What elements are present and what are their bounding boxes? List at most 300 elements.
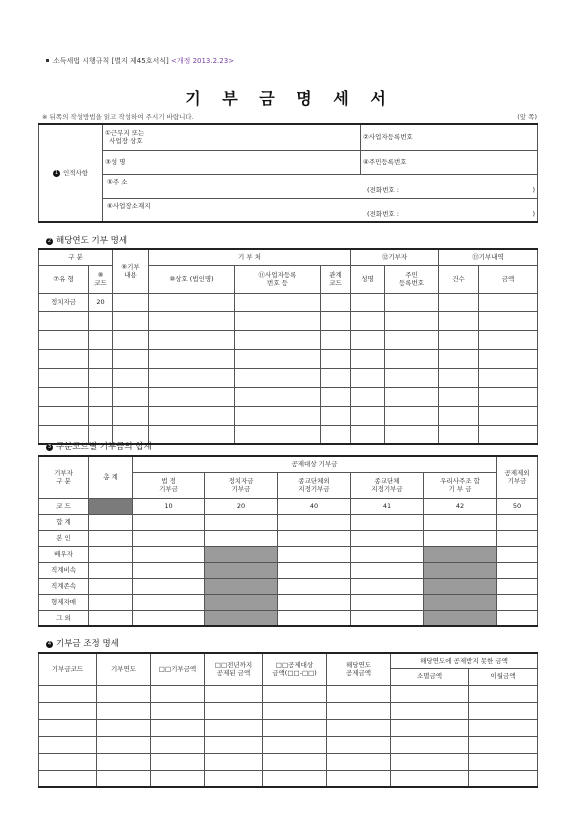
header-extinct: 소멸금액: [391, 668, 469, 685]
cell-input[interactable]: [327, 736, 391, 753]
header-donor: [39, 456, 89, 498]
cell-input[interactable]: [39, 387, 89, 406]
phone-close-2: ): [532, 209, 535, 218]
table-row: [39, 753, 538, 770]
cell-input[interactable]: [351, 349, 385, 368]
cell-input[interactable]: [263, 702, 327, 719]
cell-input[interactable]: [351, 425, 385, 444]
summary-cell[interactable]: [497, 594, 538, 610]
cell-input[interactable]: [149, 293, 235, 311]
cell-input[interactable]: [151, 770, 205, 787]
header-code: [89, 265, 113, 293]
cell-input[interactable]: [151, 685, 205, 702]
summary-row-label: 합 계: [39, 514, 89, 530]
cell-input[interactable]: [205, 736, 263, 753]
cell-input[interactable]: [439, 293, 479, 311]
section-4-heading-text: 기부금 조정 명세: [56, 639, 119, 649]
table-row: [39, 330, 538, 349]
header-esop: [424, 472, 497, 498]
workplace-name-field[interactable]: [103, 124, 361, 150]
summary-row: [39, 562, 538, 578]
cell-input[interactable]: [385, 293, 439, 311]
cell-input[interactable]: [97, 685, 151, 702]
header-code-1: ⑧: [97, 270, 104, 279]
summary-cell[interactable]: [133, 578, 205, 594]
circled-number-icon: 2: [47, 238, 52, 244]
cell-input[interactable]: [39, 311, 89, 330]
summary-row-label: 직계존속: [39, 578, 89, 594]
page-side-label: (앞 쪽): [517, 113, 537, 121]
cell-input[interactable]: [149, 330, 235, 349]
summary-cell[interactable]: [497, 578, 538, 594]
table-row: [39, 293, 538, 311]
header-donor: ⑫기부자: [351, 249, 439, 265]
cell-input[interactable]: [205, 685, 263, 702]
summary-cell[interactable]: [89, 514, 133, 530]
header-nonreligious: [278, 472, 351, 498]
row-type: 정치자금: [39, 293, 89, 311]
cell-input[interactable]: [439, 330, 479, 349]
cell-input[interactable]: [235, 425, 321, 444]
header-prev-2: 공제된 금액: [216, 669, 251, 678]
cell-input[interactable]: [479, 330, 538, 349]
cell-input[interactable]: [351, 406, 385, 425]
code-row: [39, 498, 538, 514]
phone-label: (전화번호 :: [367, 186, 399, 194]
cell-input[interactable]: [149, 368, 235, 387]
personal-info-table: [38, 123, 538, 223]
summary-row: [39, 578, 538, 594]
summary-cell[interactable]: [278, 594, 351, 610]
cell-input[interactable]: [351, 293, 385, 311]
form-reference-text: 소득세법 시행규칙 [별지 제45호서식]: [53, 57, 169, 65]
cell-input[interactable]: [235, 311, 321, 330]
cell-input[interactable]: [479, 349, 538, 368]
cell-input[interactable]: [321, 330, 351, 349]
summary-cell[interactable]: [89, 562, 133, 578]
square-bullet-icon: [46, 59, 49, 62]
cell-input[interactable]: [351, 387, 385, 406]
cell-input[interactable]: [391, 736, 469, 753]
cell-input[interactable]: [469, 770, 538, 787]
cell-input[interactable]: [235, 330, 321, 349]
cell-input[interactable]: [479, 406, 538, 425]
summary-cell[interactable]: [497, 562, 538, 578]
header-person: 성명: [351, 265, 385, 293]
header-prev-1: □□전년까지: [214, 661, 253, 670]
business-address-label: ⑥사업장소재지: [107, 201, 151, 210]
shaded-cell: [424, 546, 497, 562]
summary-cell[interactable]: [351, 610, 424, 626]
header-excluded: [497, 456, 538, 498]
summary-cell[interactable]: [278, 530, 351, 546]
cell-input[interactable]: [39, 368, 89, 387]
cell-input[interactable]: [327, 770, 391, 787]
cell-input[interactable]: [327, 685, 391, 702]
cell-input[interactable]: [205, 753, 263, 770]
cell-input[interactable]: [391, 719, 469, 736]
cell-input[interactable]: [479, 293, 538, 311]
address-label: ⑤주 소: [107, 177, 128, 186]
cell-input[interactable]: [439, 425, 479, 444]
adjustment-table: [38, 652, 538, 788]
business-number-label: ②사업자등록번호: [363, 133, 413, 142]
summary-row: [39, 594, 538, 610]
cell-input[interactable]: [479, 311, 538, 330]
header-bizno: [235, 265, 321, 293]
table-row: [39, 770, 538, 787]
cell-input[interactable]: [439, 387, 479, 406]
summary-cell[interactable]: [89, 594, 133, 610]
cell-input[interactable]: [151, 753, 205, 770]
cell-input[interactable]: [391, 685, 469, 702]
page-title: 기 부 금 명 세 서: [185, 89, 394, 108]
cell-input[interactable]: [469, 702, 538, 719]
workplace-label: ①근무지 또는: [105, 129, 145, 138]
header-rrn-2: 등록번호: [398, 279, 425, 287]
code-value: 40: [278, 498, 351, 514]
summary-cell[interactable]: [278, 514, 351, 530]
cell-input[interactable]: [149, 311, 235, 330]
cell-input[interactable]: [351, 368, 385, 387]
summary-cell[interactable]: [89, 610, 133, 626]
circled-number-icon: 1: [54, 169, 59, 176]
table-row: [39, 736, 538, 753]
summary-cell[interactable]: [133, 610, 205, 626]
cell-input[interactable]: [89, 387, 113, 406]
cell-input[interactable]: [263, 770, 327, 787]
header-political: [205, 472, 278, 498]
code-value: 41: [351, 498, 424, 514]
shaded-cell: [205, 546, 278, 562]
cell-input[interactable]: [321, 349, 351, 368]
cell-input[interactable]: [321, 293, 351, 311]
cell-input[interactable]: [391, 702, 469, 719]
shaded-cell: [205, 562, 278, 578]
cell-input[interactable]: [321, 406, 351, 425]
header-count: 건수: [439, 265, 479, 293]
cell-input[interactable]: [113, 330, 149, 349]
personal-info-label-text: 인적사항: [62, 168, 89, 177]
shaded-cell: [205, 578, 278, 594]
cell-input[interactable]: [97, 719, 151, 736]
circled-number-icon: 4: [47, 641, 52, 647]
cell-input[interactable]: [263, 719, 327, 736]
shaded-cell: [424, 562, 497, 578]
cell-input[interactable]: [39, 702, 97, 719]
cell-input[interactable]: [89, 349, 113, 368]
cell-input[interactable]: [205, 770, 263, 787]
cell-input[interactable]: [39, 330, 89, 349]
header-donor-1: 기부자: [54, 469, 73, 478]
header-prev-deducted: [205, 653, 263, 685]
header-c1b: 기부금: [159, 485, 178, 493]
phone-label-2: (전화번호 :: [367, 209, 399, 218]
header-type: ⑦유 형: [39, 265, 89, 293]
header-total: 총 계: [89, 456, 133, 498]
summary-cell[interactable]: [351, 594, 424, 610]
cell-input[interactable]: [321, 387, 351, 406]
form-reference: [46, 56, 234, 66]
code-value: 50: [497, 498, 538, 514]
shaded-cell: [424, 594, 497, 610]
header-content-1: ⑨기부: [121, 263, 140, 272]
code-value: 10: [133, 498, 205, 514]
table-row: [39, 368, 538, 387]
header-not-deducted: 해당연도에 공제받지 못한 금액: [391, 653, 538, 668]
cell-input[interactable]: [321, 368, 351, 387]
revision-note: <개정 2013.2.23>: [170, 57, 235, 65]
instruction-note: ※ 뒤쪽의 작성방법을 읽고 작성하여 주시기 바랍니다.: [42, 113, 194, 121]
summary-row: [39, 610, 538, 626]
cell-input[interactable]: [89, 406, 113, 425]
header-excluded-1: 공제제외: [504, 469, 530, 478]
cell-input[interactable]: [235, 349, 321, 368]
summary-cell[interactable]: [133, 530, 205, 546]
cell-input[interactable]: [469, 736, 538, 753]
cell-input[interactable]: [205, 702, 263, 719]
row-code: 20: [89, 293, 113, 311]
cell-input[interactable]: [235, 293, 321, 311]
header-rrn: [385, 265, 439, 293]
cell-input[interactable]: [479, 368, 538, 387]
section-2-heading: [46, 234, 127, 246]
cell-input[interactable]: [469, 719, 538, 736]
summary-cell[interactable]: [205, 514, 278, 530]
yearly-donation-table: [38, 248, 538, 445]
summary-cell[interactable]: [278, 578, 351, 594]
header-c4a: 종교단체: [374, 476, 400, 485]
summary-cell[interactable]: [89, 546, 133, 562]
header-c2b: 기부금: [231, 485, 251, 493]
summary-cell[interactable]: [133, 514, 205, 530]
summary-cell[interactable]: [424, 530, 497, 546]
cell-input[interactable]: [39, 736, 97, 753]
summary-cell[interactable]: [351, 562, 424, 578]
cell-input[interactable]: [321, 425, 351, 444]
cell-input[interactable]: [321, 311, 351, 330]
header-donee: 기 부 처: [149, 249, 351, 265]
header-c3b: 지정기부금: [298, 485, 330, 493]
cell-input[interactable]: [385, 311, 439, 330]
cell-input[interactable]: [391, 770, 469, 787]
header-current: [327, 653, 391, 685]
address-field[interactable]: [103, 174, 538, 198]
header-content: [113, 249, 149, 293]
header-amount: □□기부금액: [151, 653, 205, 685]
table-row: [39, 406, 538, 425]
cell-input[interactable]: [89, 311, 113, 330]
summary-cell[interactable]: [351, 578, 424, 594]
cell-input[interactable]: [39, 349, 89, 368]
summary-cell[interactable]: [497, 514, 538, 530]
cell-input[interactable]: [469, 753, 538, 770]
summary-cell[interactable]: [497, 530, 538, 546]
cell-input[interactable]: [97, 753, 151, 770]
header-excluded-2: 기부금: [507, 477, 527, 486]
cell-input[interactable]: [385, 330, 439, 349]
cell-input[interactable]: [469, 685, 538, 702]
cell-input[interactable]: [39, 685, 97, 702]
summary-row-label: 직계비속: [39, 562, 89, 578]
summary-cell[interactable]: [89, 530, 133, 546]
cell-input[interactable]: [39, 719, 97, 736]
table-row: [39, 387, 538, 406]
section-3-heading: [46, 440, 152, 452]
header-c1a: 법 정: [161, 476, 176, 485]
header-target-2: 금액(□□-□□): [272, 669, 317, 678]
cell-input[interactable]: [263, 685, 327, 702]
phone-close: ): [532, 186, 535, 194]
cell-input[interactable]: [385, 425, 439, 444]
summary-cell[interactable]: [351, 546, 424, 562]
header-content-2: 내용: [124, 271, 137, 280]
cell-input[interactable]: [327, 753, 391, 770]
cell-input[interactable]: [39, 753, 97, 770]
section-4-heading: [46, 637, 119, 649]
name-field[interactable]: [103, 150, 361, 174]
cell-input[interactable]: [97, 770, 151, 787]
cell-input[interactable]: [235, 368, 321, 387]
header-c5b: 기 부 금: [448, 485, 472, 493]
header-deductible-group: 공제대상 기부금: [133, 456, 497, 472]
cell-input[interactable]: [235, 387, 321, 406]
cell-input[interactable]: [439, 311, 479, 330]
cell-input[interactable]: [113, 293, 149, 311]
summary-cell[interactable]: [278, 562, 351, 578]
header-religious: [351, 472, 424, 498]
cell-input[interactable]: [235, 406, 321, 425]
code-label: 코 드: [39, 498, 89, 514]
summary-cell[interactable]: [278, 546, 351, 562]
cell-input[interactable]: [391, 753, 469, 770]
summary-cell[interactable]: [424, 514, 497, 530]
cell-input[interactable]: [113, 387, 149, 406]
cell-input[interactable]: [39, 406, 89, 425]
summary-row-label: 배우자: [39, 546, 89, 562]
cell-input[interactable]: [351, 311, 385, 330]
header-rel: [321, 265, 351, 293]
cell-input[interactable]: [479, 425, 538, 444]
cell-input[interactable]: [151, 702, 205, 719]
cell-input[interactable]: [113, 349, 149, 368]
header-rel-2: 코드: [329, 279, 342, 287]
header-target-1: □□공제대상: [275, 661, 314, 670]
resident-number-field[interactable]: [361, 150, 538, 174]
table-row: [39, 685, 538, 702]
header-name: ⑩상호 (법인명): [149, 265, 235, 293]
cell-input[interactable]: [327, 702, 391, 719]
summary-cell[interactable]: [133, 546, 205, 562]
header-carry: 이월금액: [469, 668, 538, 685]
cell-input[interactable]: [439, 368, 479, 387]
summary-row-label: 형제자매: [39, 594, 89, 610]
cell-input[interactable]: [97, 702, 151, 719]
table-row: [39, 349, 538, 368]
cell-input[interactable]: [151, 736, 205, 753]
cell-input[interactable]: [113, 368, 149, 387]
header-detail: ⑬기부내역: [439, 249, 538, 265]
table-row: [39, 311, 538, 330]
business-address-field[interactable]: [103, 198, 538, 222]
summary-cell[interactable]: [133, 594, 205, 610]
header-cur-2: 공제금액: [345, 669, 372, 678]
cell-input[interactable]: [263, 736, 327, 753]
workplace-label-2: 사업장 상호: [109, 137, 143, 146]
summary-cell[interactable]: [89, 578, 133, 594]
header-target: [263, 653, 327, 685]
header-code: 기부금코드: [39, 653, 97, 685]
summary-row: [39, 514, 538, 530]
cell-input[interactable]: [89, 368, 113, 387]
summary-cell[interactable]: [497, 610, 538, 626]
cell-input[interactable]: [97, 736, 151, 753]
cell-input[interactable]: [149, 406, 235, 425]
header-donor-2: 구 분: [56, 477, 71, 486]
cell-input[interactable]: [39, 770, 97, 787]
shaded-cell: [424, 578, 497, 594]
cell-input[interactable]: [479, 387, 538, 406]
cell-input[interactable]: [385, 349, 439, 368]
cell-input[interactable]: [351, 330, 385, 349]
cell-input[interactable]: [205, 719, 263, 736]
cell-input[interactable]: [439, 349, 479, 368]
summary-cell[interactable]: [133, 562, 205, 578]
header-year: 기부연도: [97, 653, 151, 685]
header-rrn-1: 주민: [405, 270, 418, 279]
section-3-heading-text: 구분코드별 기부금의 합계: [56, 442, 152, 452]
cell-input[interactable]: [263, 753, 327, 770]
summary-cell[interactable]: [351, 530, 424, 546]
cell-input[interactable]: [385, 387, 439, 406]
header-amount: 금액: [479, 265, 538, 293]
summary-row: [39, 530, 538, 546]
header-bizno-1: ⑪사업자등록: [258, 270, 297, 279]
cell-input[interactable]: [149, 387, 235, 406]
cell-input[interactable]: [151, 719, 205, 736]
cell-input[interactable]: [149, 349, 235, 368]
cell-input[interactable]: [385, 368, 439, 387]
summary-cell[interactable]: [351, 514, 424, 530]
header-code-2: 코드: [94, 279, 107, 287]
code-summary-table: [38, 455, 538, 627]
shaded-cell: [424, 610, 497, 626]
personal-info-label: [39, 124, 103, 222]
summary-row: [39, 546, 538, 562]
resident-number-label: ④주민등록번호: [363, 157, 407, 166]
cell-input[interactable]: [113, 406, 149, 425]
business-number-field[interactable]: [361, 124, 538, 150]
header-bizno-2: 번호 등: [267, 279, 288, 287]
code-value: 42: [424, 498, 497, 514]
cell-input[interactable]: [327, 719, 391, 736]
header-c4b: 지정기부금: [371, 485, 403, 493]
table-row: [39, 702, 538, 719]
cell-input[interactable]: [149, 425, 235, 444]
cell-input[interactable]: [439, 406, 479, 425]
summary-row-label: 본 인: [39, 530, 89, 546]
header-cur-1: 해당연도: [345, 661, 372, 670]
table-row: [39, 719, 538, 736]
cell-input[interactable]: [89, 330, 113, 349]
summary-cell[interactable]: [497, 546, 538, 562]
shaded-cell: [205, 594, 278, 610]
summary-cell[interactable]: [205, 530, 278, 546]
cell-input[interactable]: [113, 311, 149, 330]
summary-cell[interactable]: [278, 610, 351, 626]
header-class: 구 분: [39, 249, 113, 265]
cell-input[interactable]: [385, 406, 439, 425]
